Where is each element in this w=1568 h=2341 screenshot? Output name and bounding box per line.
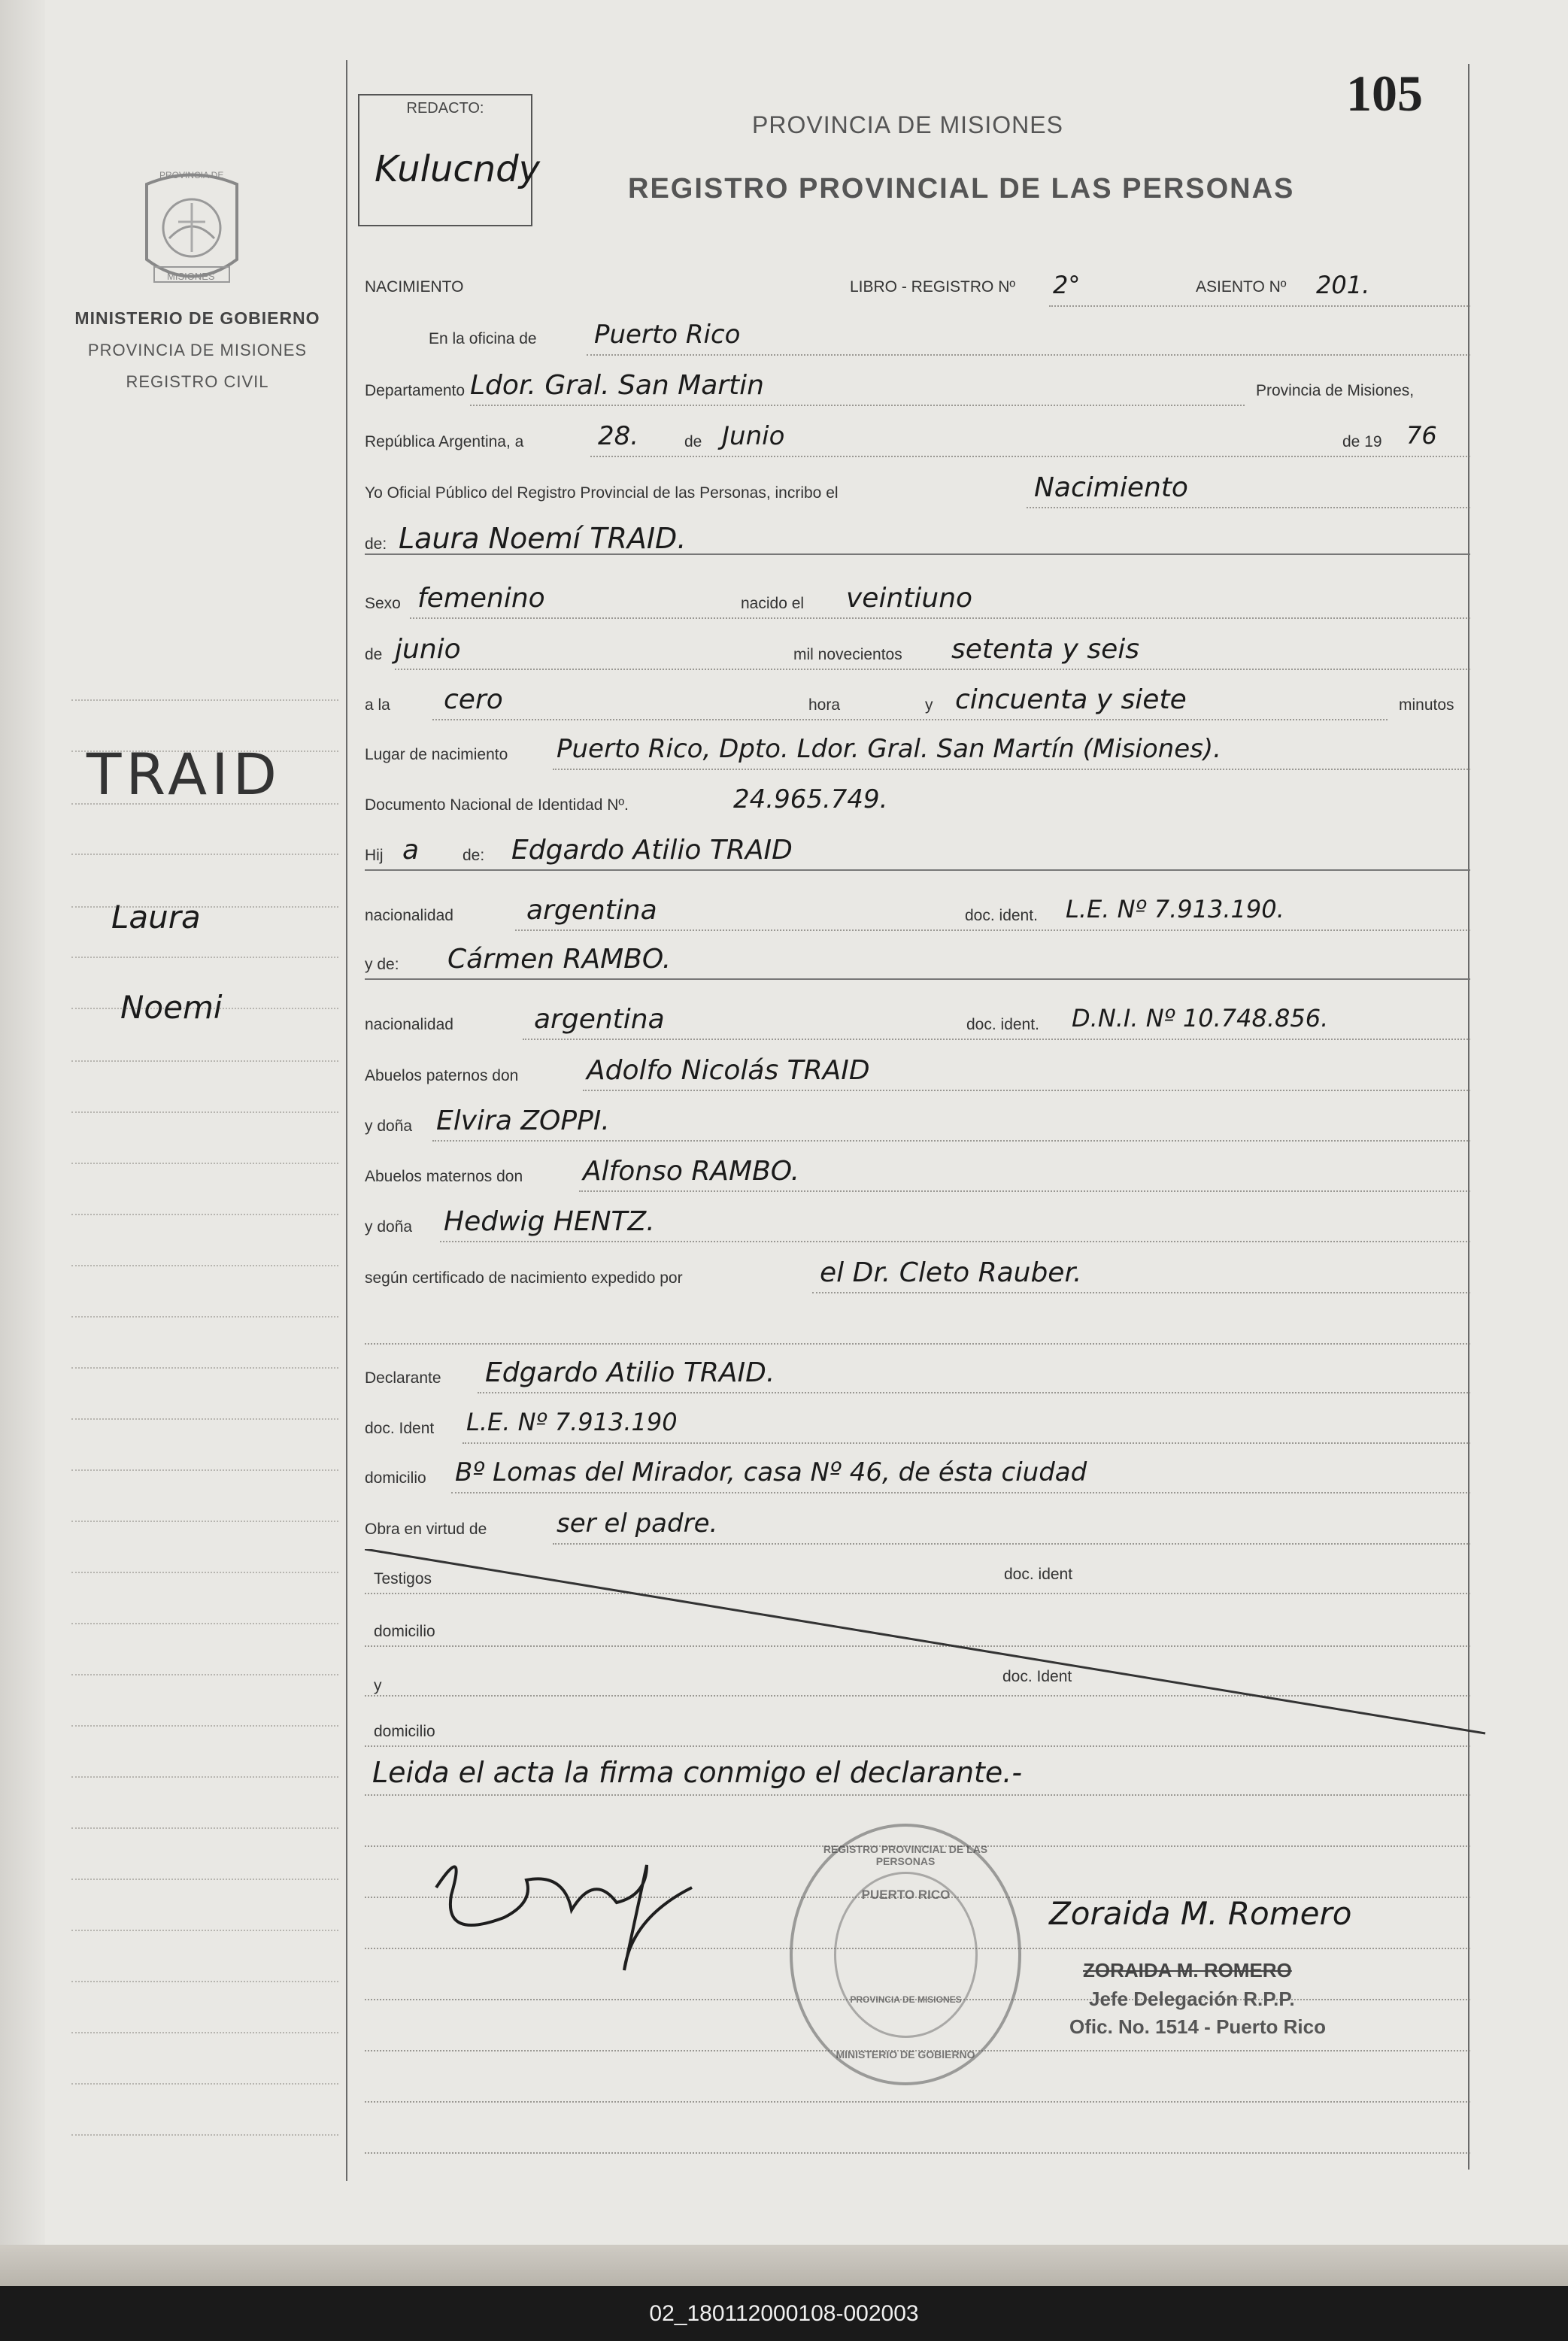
- fecha-de-label: de: [684, 433, 702, 450]
- dia-letras: veintiuno: [846, 583, 973, 614]
- fecha-anio: 76: [1406, 421, 1437, 450]
- dotted-rule: [553, 1543, 1470, 1545]
- dotted-rule: [432, 719, 1388, 720]
- abuelos-p-label: Abuelos paternos don: [365, 1067, 519, 1084]
- row-lugar: [365, 734, 1470, 776]
- hora-label: hora: [808, 696, 841, 714]
- margin-line: [71, 1418, 338, 1420]
- libro-value: 2°: [1053, 271, 1081, 299]
- seal-province: PROVINCIA DE MISIONES: [850, 1994, 962, 2005]
- oficial-text: Yo Oficial Público del Registro Provincial de las Personas, incribo el: [365, 484, 839, 502]
- lugar-value: Puerto Rico, Dpto. Ldor. Gral. San Martín (Misiones).: [557, 734, 1221, 764]
- dotted-rule: [395, 669, 1470, 670]
- emblem-bottom-text: MISIONES: [167, 271, 215, 282]
- record-type-label: NACIMIENTO: [365, 278, 464, 296]
- abuelo-paterno: Adolfo Nicolás TRAID: [587, 1055, 870, 1086]
- declarante-label: Declarante: [365, 1369, 441, 1387]
- row-hija: [365, 835, 1470, 877]
- margin-line: [71, 1930, 338, 1931]
- ministry-block: [68, 308, 327, 392]
- margin-line: [71, 1725, 338, 1727]
- sexo-label: Sexo: [365, 595, 401, 612]
- seal-outer-bottom: MINISTERIO DE GOBIERNO: [836, 2048, 975, 2061]
- official-office: Ofic. No. 1514 - Puerto Rico: [1069, 2015, 1326, 2038]
- solid-rule: [365, 553, 1470, 555]
- margin-line: [71, 1572, 338, 1573]
- a-la-label: a la: [365, 696, 390, 714]
- madre-name: Cármen RAMBO.: [447, 944, 672, 975]
- abuelo-materno: Alfonso RAMBO.: [583, 1156, 800, 1187]
- margin-line: [71, 1674, 338, 1675]
- hija-label: Hij: [365, 847, 384, 864]
- row-nombre: [365, 519, 1470, 561]
- row-madre: [365, 944, 1470, 986]
- dotted-rule: [451, 1492, 1470, 1493]
- row-certificado: [365, 1257, 1470, 1299]
- image-caption: 02_180112000108-002003: [0, 2286, 1568, 2341]
- anio-label: de 19: [1342, 433, 1382, 450]
- margin-line: [71, 1214, 338, 1215]
- dotted-rule: [1027, 507, 1470, 508]
- dotted-rule: [590, 456, 1470, 457]
- row-abuelo-paterno: [365, 1055, 1470, 1097]
- abuela-materna: Hedwig HENTZ.: [444, 1206, 655, 1237]
- dotted-rule: [1049, 305, 1470, 307]
- row-obra: [365, 1509, 1470, 1551]
- de2-label: de: [365, 646, 383, 663]
- row-oficial: [365, 472, 1470, 514]
- y-label: y: [925, 696, 933, 714]
- seal-inner-text: PUERTO RICO: [861, 1888, 951, 1902]
- oficina-label: En la oficina de: [429, 330, 537, 347]
- hija-de-label: de:: [463, 847, 485, 864]
- row-nacionalidad-padre: [365, 895, 1470, 937]
- dotted-rule: [365, 1745, 1470, 1747]
- nacionalidad-label: nacionalidad: [365, 907, 453, 924]
- row-header: [365, 271, 1470, 313]
- row-domicilio: [365, 1457, 1470, 1500]
- departamento-value: Ldor. Gral. San Martin: [470, 370, 764, 401]
- anio-letras: setenta y seis: [951, 634, 1140, 665]
- dotted-rule: [440, 1241, 1470, 1242]
- row-blank: [365, 1308, 1470, 1351]
- republica-label: República Argentina, a: [365, 433, 524, 450]
- certificado-value: el Dr. Cleto Rauber.: [820, 1257, 1082, 1288]
- left-frame-rule: [346, 60, 347, 2181]
- row-doc-declarante: [365, 1408, 1470, 1450]
- dotted-rule: [463, 1442, 1470, 1444]
- margin-line: [71, 699, 338, 701]
- margin-line: [71, 1265, 338, 1266]
- margin-given-name-2: Noemi: [120, 989, 223, 1026]
- dotted-rule: [583, 1090, 1470, 1091]
- doc-padre: L.E. Nº 7.913.190.: [1066, 895, 1284, 923]
- padre-name: Edgardo Atilio TRAID: [511, 835, 793, 866]
- margin-line: [71, 1111, 338, 1113]
- dni-label: Documento Nacional de Identidad Nº.: [365, 796, 629, 814]
- declarante-value: Edgardo Atilio TRAID.: [485, 1357, 775, 1388]
- row-sig-1: [365, 1760, 1470, 1802]
- dotted-rule: [365, 2152, 1470, 2154]
- dotted-rule: [365, 1343, 1470, 1345]
- doc-ident2-label: doc. ident: [1004, 1566, 1073, 1583]
- obra-value: ser el padre.: [557, 1509, 718, 1539]
- margin-line: [71, 1776, 338, 1778]
- dotted-rule: [812, 1292, 1470, 1293]
- official-name: ZORAIDA M. ROMERO: [1083, 1959, 1292, 1982]
- asiento-label: ASIENTO Nº: [1196, 278, 1287, 296]
- mes-letras: junio: [395, 634, 461, 665]
- seal-outer-top: REGISTRO PROVINCIAL DE LAS PERSONAS: [823, 1843, 988, 1867]
- nacido-label: nacido el: [741, 595, 805, 612]
- margin-line: [71, 1060, 338, 1062]
- margin-given-name-1: Laura: [111, 899, 201, 935]
- y-dona-label: y doña: [365, 1117, 413, 1135]
- dotted-rule: [587, 354, 1470, 356]
- domicilio-label: domicilio: [365, 1469, 426, 1487]
- diagonal-strike-line: [365, 1549, 1493, 1745]
- margin-line: [71, 1163, 338, 1164]
- margin-line: [71, 1879, 338, 1880]
- official-signature: Zoraida M. Romero: [1049, 1895, 1352, 1932]
- obra-label: Obra en virtud de: [365, 1521, 487, 1538]
- row-sig-8: [365, 2118, 1470, 2160]
- solid-rule: [365, 978, 1470, 980]
- dni-value: 24.965.749.: [733, 784, 888, 814]
- redacto-box: [358, 94, 541, 226]
- abuela-paterna: Elvira ZOPPI.: [436, 1105, 610, 1136]
- row-fecha: [365, 421, 1470, 463]
- certificado-label: según certificado de nacimiento expedido por: [365, 1269, 683, 1287]
- docident-label: doc. ident.: [965, 907, 1038, 924]
- seal-inner-ring: [834, 1872, 978, 2038]
- margin-line: [71, 2032, 338, 2033]
- header-registry: REGISTRO PROVINCIAL DE LAS PERSONAS: [628, 173, 1295, 205]
- binding-strip: [0, 0, 45, 2286]
- provincia-label: Provincia de Misiones,: [1256, 382, 1415, 399]
- row-abuela-paterna: [365, 1105, 1470, 1148]
- domicilio2-label: domicilio: [374, 1623, 435, 1640]
- hora-letras: cero: [444, 684, 503, 715]
- dotted-rule: [515, 929, 1470, 931]
- dotted-rule: [410, 617, 1470, 619]
- doc-madre: D.N.I. Nº 10.748.856.: [1072, 1004, 1329, 1033]
- ministry-line1: MINISTERIO DE GOBIERNO: [74, 308, 320, 328]
- row-departamento: [365, 370, 1470, 412]
- row-abuela-materna: [365, 1206, 1470, 1248]
- official-title: Jefe Delegación R.P.P.: [1089, 1988, 1295, 2010]
- fecha-dia: 28.: [598, 421, 639, 451]
- nacionalidad-madre: argentina: [534, 1004, 665, 1035]
- nombre-label: de:: [365, 535, 387, 553]
- row-nacionalidad-madre: [365, 1004, 1470, 1046]
- domicilio-value: Bº Lomas del Mirador, casa Nº 46, de ésta ciudad: [455, 1457, 1087, 1487]
- redacto-signature: Kulucndy: [375, 148, 541, 190]
- departamento-label: Departamento: [365, 382, 466, 399]
- y-de-label: y de:: [365, 956, 399, 973]
- dotted-rule: [553, 769, 1470, 770]
- margin-line: [71, 2083, 338, 2085]
- lugar-label: Lugar de nacimiento: [365, 746, 508, 763]
- doc-ident-label: doc. Ident: [365, 1420, 435, 1437]
- nacionalidad-label-2: nacionalidad: [365, 1016, 453, 1033]
- margin-line: [71, 2134, 338, 2136]
- libro-label: LIBRO - REGISTRO Nº: [850, 278, 1016, 296]
- fecha-mes: Junio: [722, 421, 785, 451]
- margin-line: [71, 1827, 338, 1829]
- leida-text: Leida el acta la firma conmigo el declarante.-: [372, 1756, 1023, 1789]
- book-page-edge: [0, 2245, 1568, 2286]
- row-abuelo-materno: [365, 1156, 1470, 1198]
- abuelos-m-label: Abuelos maternos don: [365, 1168, 523, 1185]
- margin-line: [71, 1469, 338, 1471]
- margin-line: [71, 854, 338, 855]
- row-dni: [365, 784, 1470, 826]
- row-hora: [365, 684, 1470, 726]
- oficina-value: Puerto Rico: [594, 320, 741, 350]
- dotted-rule: [523, 1039, 1470, 1040]
- redacto-label: REDACTO:: [406, 100, 484, 117]
- nacionalidad-padre: argentina: [526, 895, 657, 926]
- margin-line: [71, 1521, 338, 1522]
- ministry-line2: PROVINCIA DE MISIONES: [87, 341, 308, 359]
- asiento-value: 201.: [1316, 271, 1370, 299]
- row-sexo: [365, 583, 1470, 625]
- row-mes-letras: [365, 634, 1470, 676]
- dotted-rule: [470, 405, 1245, 406]
- domicilio3-label: domicilio: [374, 1723, 435, 1740]
- margin-surname: TRAID: [86, 741, 282, 808]
- y-dona-label-2: y doña: [365, 1218, 413, 1236]
- dotted-rule: [432, 1140, 1470, 1142]
- official-seal: [790, 1824, 1021, 2085]
- acto-value: Nacimiento: [1034, 472, 1188, 503]
- page-number: 105: [1346, 65, 1423, 122]
- row-oficina: [365, 320, 1470, 362]
- sexo-value: femenino: [417, 583, 545, 614]
- ministry-line3: REGISTRO CIVIL: [126, 372, 269, 391]
- header-province: PROVINCIA DE MISIONES: [752, 111, 1063, 138]
- nombre-value: Laura Noemí TRAID.: [399, 522, 687, 555]
- row-declarante: [365, 1357, 1470, 1399]
- minutos-letras: cincuenta y siete: [955, 684, 1187, 715]
- mil-label: mil novecientos: [793, 646, 902, 663]
- margin-line: [71, 1623, 338, 1624]
- y2-label: y: [374, 1677, 382, 1694]
- docident-label-2: doc. ident.: [966, 1016, 1039, 1033]
- margin-line: [71, 1981, 338, 1982]
- margin-line: [71, 1367, 338, 1369]
- hija-suffix: a: [402, 835, 420, 866]
- margin-line: [71, 1316, 338, 1318]
- doc-declarante: L.E. Nº 7.913.190: [466, 1408, 678, 1436]
- doc-ident3-label: doc. Ident: [1002, 1668, 1072, 1685]
- emblem-top-text: PROVINCIA DE: [159, 170, 224, 180]
- dotted-rule: [365, 2101, 1470, 2103]
- solid-rule: [365, 869, 1470, 871]
- margin-line: [71, 957, 338, 958]
- testigos-label: Testigos: [374, 1570, 432, 1587]
- dotted-rule: [365, 1794, 1470, 1796]
- dotted-rule: [478, 1392, 1470, 1393]
- minutos-label: minutos: [1399, 696, 1454, 714]
- dotted-rule: [579, 1190, 1470, 1192]
